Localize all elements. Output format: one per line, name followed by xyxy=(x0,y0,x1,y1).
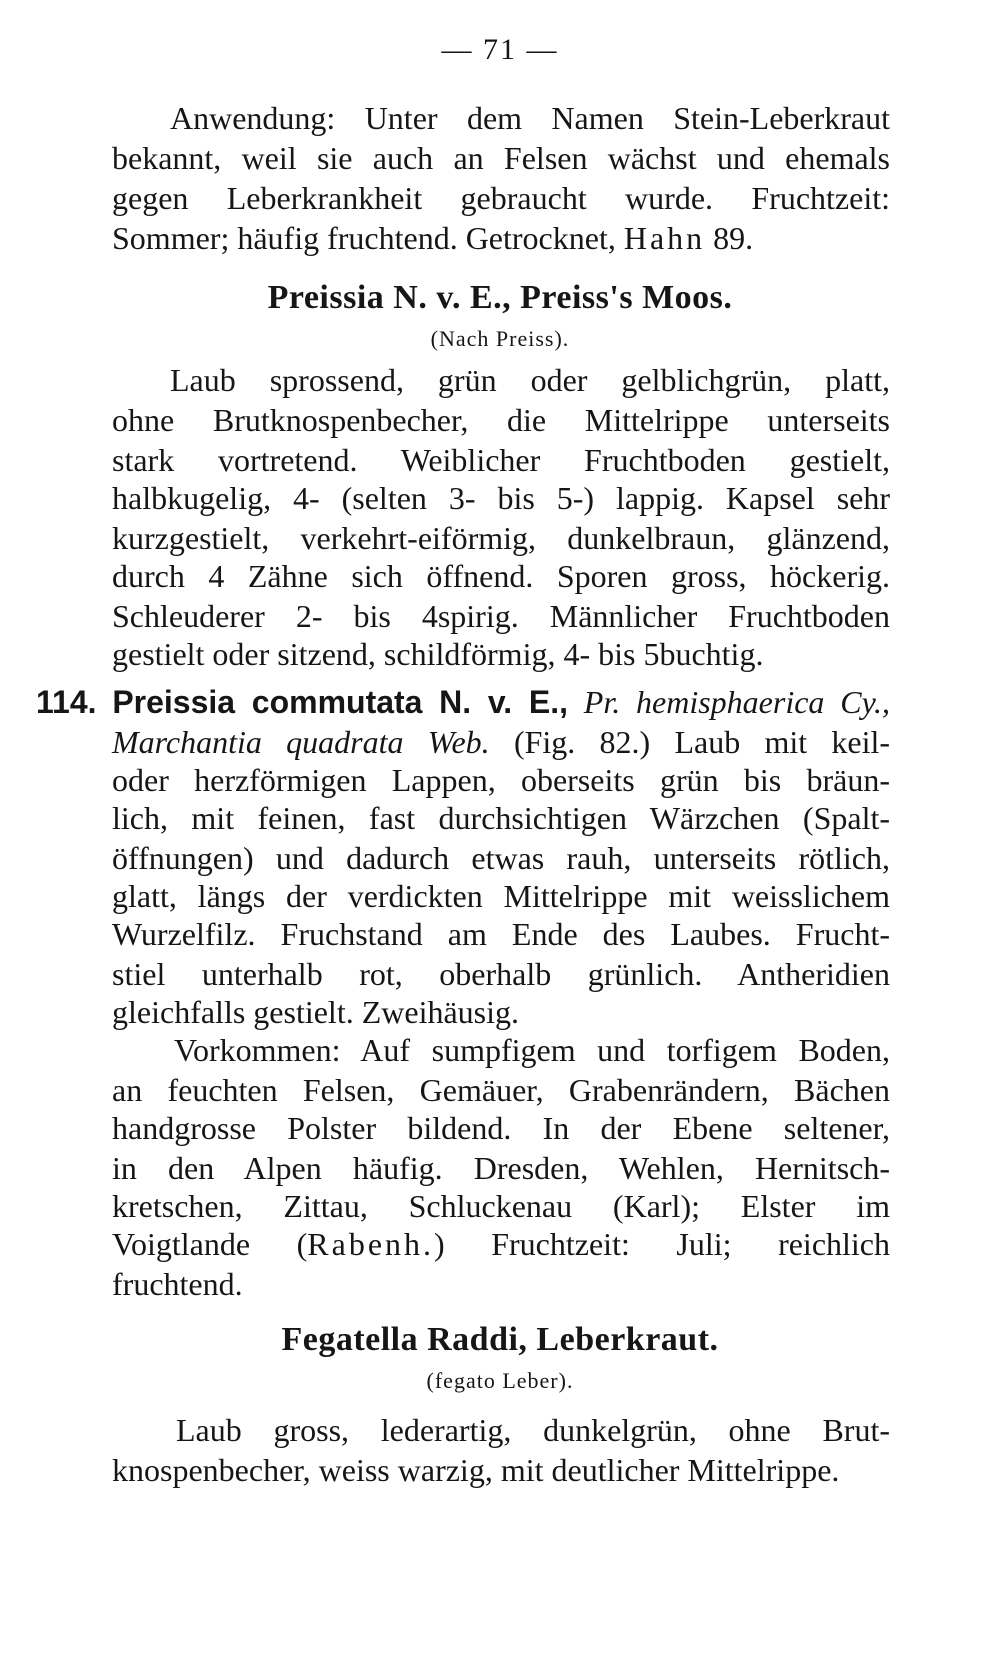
text-line: Wurzelfilz. Fruchstand am Ende des Laubes. Frucht- xyxy=(112,916,890,952)
species-title-line xyxy=(36,682,890,722)
text-line xyxy=(112,1224,890,1264)
text-line: kretschen, Zittau, Schluckenau (Karl); Elster im xyxy=(112,1188,890,1224)
genus-etymology-fegatella: (fegato Leber). xyxy=(426,1368,574,1393)
text-segment: ) Fruchtzeit: Juli; reichlich xyxy=(434,1226,890,1262)
text-line: lich, mit feinen, fast durchsichtigen Wärzchen (Spalt- xyxy=(112,800,890,836)
text-segment: Sommer; häufig fruchtend. Getrocknet, xyxy=(112,220,616,256)
author-name: Hahn xyxy=(623,220,706,256)
genus-heading-preissia: Preissia N. v. E., Preiss's Moos. xyxy=(267,279,733,316)
text-line: Anwendung: Unter dem Namen Stein-Leberkraut xyxy=(170,100,890,136)
text-line: stark vortretend. Weiblicher Fruchtboden gestielt, xyxy=(112,442,890,478)
text-line: bekannt, weil sie auch an Felsen wächst und ehemals xyxy=(112,140,890,176)
text-line: fruchtend. xyxy=(112,1266,243,1302)
synonym: Pr. hemisphaerica Cy., xyxy=(583,684,890,720)
text-line: in den Alpen häufig. Dresden, Wehlen, Hernitsch- xyxy=(112,1150,890,1186)
text-line: knospenbecher, weiss warzig, mit deutlicher Mittelrippe. xyxy=(112,1452,840,1488)
text-segment: (Fig. 82.) Laub mit keil- xyxy=(513,724,891,760)
text-line: öffnungen) und dadurch etwas rauh, unterseits rötlich, xyxy=(112,840,890,876)
synonym: Marchantia quadrata Web. xyxy=(112,724,490,760)
text-line: durch 4 Zähne sich öffnend. Sporen gross, höckerig. xyxy=(112,558,890,594)
author-name: Rabenh. xyxy=(307,1226,435,1262)
text-line xyxy=(112,722,890,762)
text-line: gleichfalls gestielt. Zweihäusig. xyxy=(112,994,519,1030)
text-line xyxy=(112,218,890,258)
text-line: halbkugelig, 4- (selten 3- bis 5-) lappig. Kapsel sehr xyxy=(112,480,890,516)
species-number: 114. xyxy=(36,684,97,720)
text-segment: Voigtlande ( xyxy=(112,1226,308,1262)
text-line: gegen Leberkrankheit gebraucht wurde. Fruchtzeit: xyxy=(112,180,890,216)
genus-etymology-preissia: (Nach Preiss). xyxy=(430,326,570,351)
text-line: an feuchten Felsen, Gemäuer, Grabenrändern, Bächen xyxy=(112,1072,890,1108)
text-line: stiel unterhalb rot, oberhalb grünlich. Antheridien xyxy=(112,956,890,992)
text-line: Laub gross, lederartig, dunkelgrün, ohne Brut- xyxy=(176,1412,890,1448)
species-name: Preissia commutata N. v. E., xyxy=(112,684,568,720)
text-line: Schleuderer 2- bis 4spirig. Männlicher Fruchtboden xyxy=(112,598,890,634)
text-line: gestielt oder sitzend, schildförmig, 4- bis 5buchtig. xyxy=(112,636,764,672)
text-line: handgrosse Polster bildend. In der Ebene seltener, xyxy=(112,1110,890,1146)
text-line: Laub sprossend, grün oder gelblichgrün, platt, xyxy=(170,362,890,398)
specimen-number: 89. xyxy=(713,220,754,256)
text-line: ohne Brutknospenbecher, die Mittelrippe unterseits xyxy=(112,402,890,438)
page-number: — 71 — xyxy=(441,33,559,66)
text-line: glatt, längs der verdickten Mittelrippe mit weisslichem xyxy=(112,878,890,914)
text-line: kurzgestielt, verkehrt-eiförmig, dunkelbraun, glänzend, xyxy=(112,520,890,556)
genus-heading-fegatella: Fegatella Raddi, Leberkraut. xyxy=(281,1321,719,1358)
text-line: oder herzförmigen Lappen, oberseits grün bis bräun- xyxy=(112,762,890,798)
text-line: Vorkommen: Auf sumpfigem und torfigem Boden, xyxy=(174,1032,890,1068)
